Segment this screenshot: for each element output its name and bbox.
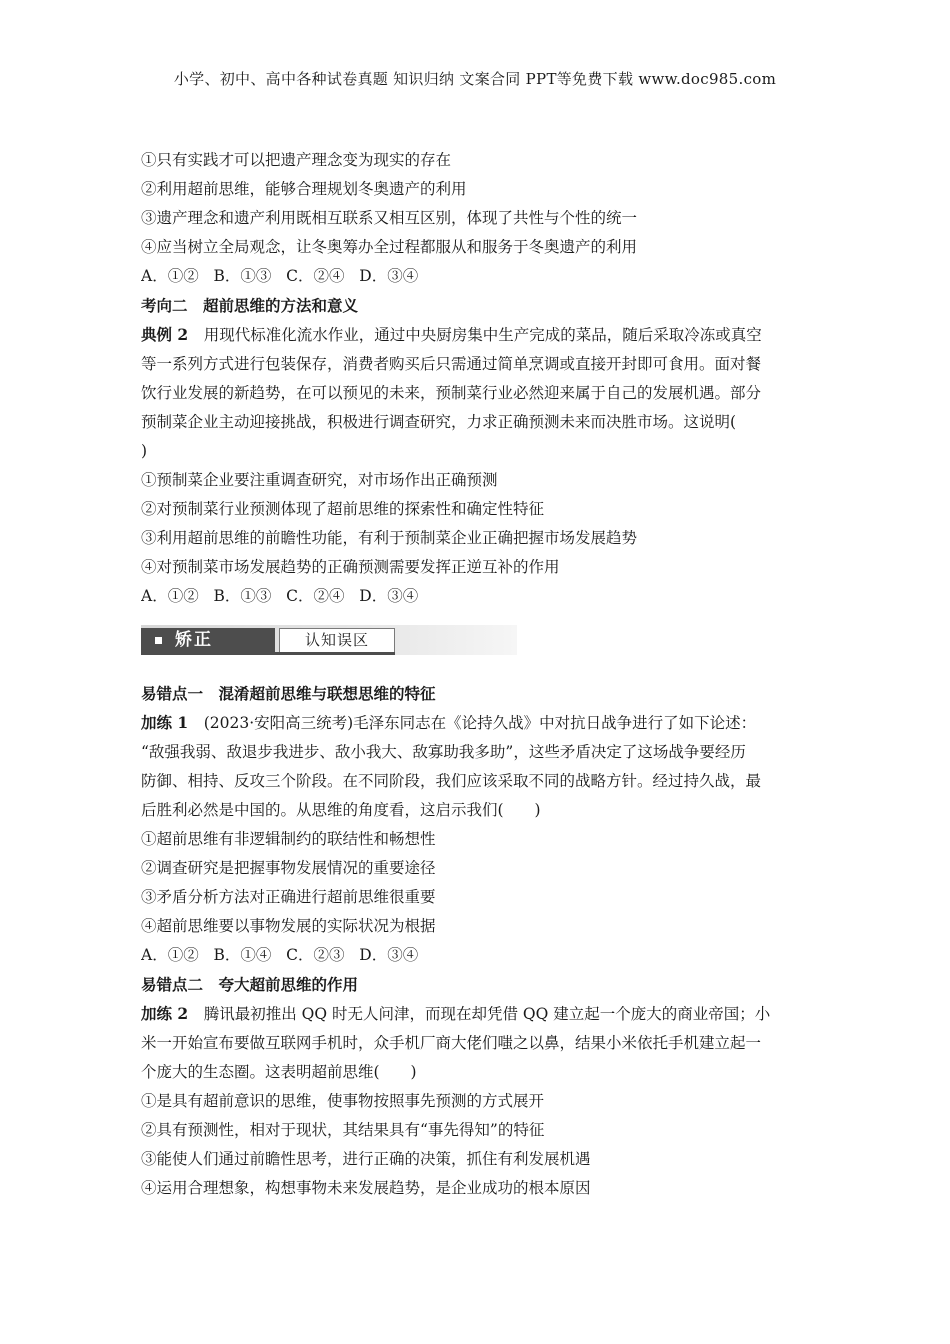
example-question <box>141 320 813 611</box>
stem-line-1: 腾讯最初推出 QQ 时无人问津，而现在却凭借 QQ 建立起一个庞大的商业帝国；小 <box>203 1005 771 1023</box>
banner-underline <box>141 652 395 655</box>
error-point-heading: 易错点二 夸大超前思维的作用 <box>141 975 359 994</box>
stem-line-2: 等一系列方式进行包装保存，消费者购买后只需通过简单烹调或直接开封即可食用。面对餐 <box>141 355 762 373</box>
option-2: ②具有预测性，相对于现状，其结果具有“事先得知”的特征 <box>141 1121 545 1139</box>
square-bullet-icon <box>155 637 162 644</box>
document-body <box>141 146 813 1203</box>
answer-choices: A．①② B．①③ C．②④ D．③④ <box>141 267 419 285</box>
answer-choices: A．①② B．①④ C．②③ D．③④ <box>141 946 419 964</box>
option-3: ③利用超前思维的前瞻性功能，有利于预制菜企业正确把握市场发展趋势 <box>141 529 638 547</box>
option-1: ①只有实践才可以把遗产理念变为现实的存在 <box>141 151 452 169</box>
stem-line-3: 个庞大的生态圈。这表明超前思维( ) <box>141 1063 417 1081</box>
option-4: ④运用合理想象，构想事物未来发展趋势，是企业成功的根本原因 <box>141 1179 591 1197</box>
section-banner <box>141 625 517 655</box>
option-2: ②对预制菜行业预测体现了超前思维的探索性和确定性特征 <box>141 500 545 518</box>
stem-line-4: 后胜利必然是中国的。从思维的角度看，这启示我们( ) <box>141 801 541 819</box>
stem-line-4: 预制菜企业主动迎接挑战，积极进行调查研究，力求正确预测未来而决胜市场。这说明( <box>141 413 737 431</box>
option-4: ④应当树立全局观念，让冬奥筹办全过程都服从和服务于冬奥遗产的利用 <box>141 238 638 256</box>
option-3: ③能使人们通过前瞻性思考，进行正确的决策，抓住有利发展机遇 <box>141 1150 591 1168</box>
question-previous <box>141 146 813 291</box>
practice-label: 加练 1 <box>141 713 189 732</box>
practice-question <box>141 708 813 970</box>
stem-line-5: ) <box>141 442 148 460</box>
option-3: ③遗产理念和遗产利用既相互联系又相互区别，体现了共性与个性的统一 <box>141 209 638 227</box>
option-4: ④超前思维要以事物发展的实际状况为根据 <box>141 917 436 935</box>
banner-tag <box>141 628 275 653</box>
stem-line-3: 饮行业发展的新趋势，在可以预见的未来，预制菜行业必然迎来属于自己的发展机遇。部分 <box>141 384 762 402</box>
practice-label: 加练 2 <box>141 1004 189 1023</box>
option-3: ③矛盾分析方法对正确进行超前思维很重要 <box>141 888 436 906</box>
banner-subtitle: 认知误区 <box>279 628 395 653</box>
banner-tag-label: 矫正 <box>175 630 213 650</box>
option-2: ②调查研究是把握事物发展情况的重要途径 <box>141 859 436 877</box>
example-label: 典例 2 <box>141 325 189 344</box>
option-1: ①超前思维有非逻辑制约的联结性和畅想性 <box>141 830 436 848</box>
stem-line-1: (2023·安阳高三统考)毛泽东同志在《论持久战》中对抗日战争进行了如下论述： <box>203 714 757 732</box>
answer-choices: A．①② B．①③ C．②④ D．③④ <box>141 587 419 605</box>
option-2: ②利用超前思维，能够合理规划冬奥遗产的利用 <box>141 180 467 198</box>
section-heading: 考向二 超前思维的方法和意义 <box>141 296 359 315</box>
page-header: 小学、初中、高中各种试卷真题 知识归纳 文案合同 PPT等免费下载 www.doc985.com <box>173 70 777 88</box>
stem-line-1: 用现代标准化流水作业，通过中央厨房集中生产完成的菜品，随后采取冷冻或真空 <box>203 326 762 344</box>
stem-line-2: “敌强我弱、敌退步我进步、敌小我大、敌寡助我多助”，这些矛盾决定了这场战争要经历 <box>141 743 746 761</box>
option-1: ①预制菜企业要注重调查研究，对市场作出正确预测 <box>141 471 498 489</box>
error-point-heading: 易错点一 混淆超前思维与联想思维的特征 <box>141 684 436 703</box>
stem-line-2: 米一开始宣布要做互联网手机时，众手机厂商大佬们嗤之以鼻，结果小米依托手机建立起一 <box>141 1034 762 1052</box>
option-1: ①是具有超前意识的思维，使事物按照事先预测的方式展开 <box>141 1092 545 1110</box>
option-4: ④对预制菜市场发展趋势的正确预测需要发挥正逆互补的作用 <box>141 558 560 576</box>
stem-line-3: 防御、相持、反攻三个阶段。在不同阶段，我们应该采取不同的战略方针。经过持久战，最 <box>141 772 762 790</box>
practice-question <box>141 999 813 1203</box>
